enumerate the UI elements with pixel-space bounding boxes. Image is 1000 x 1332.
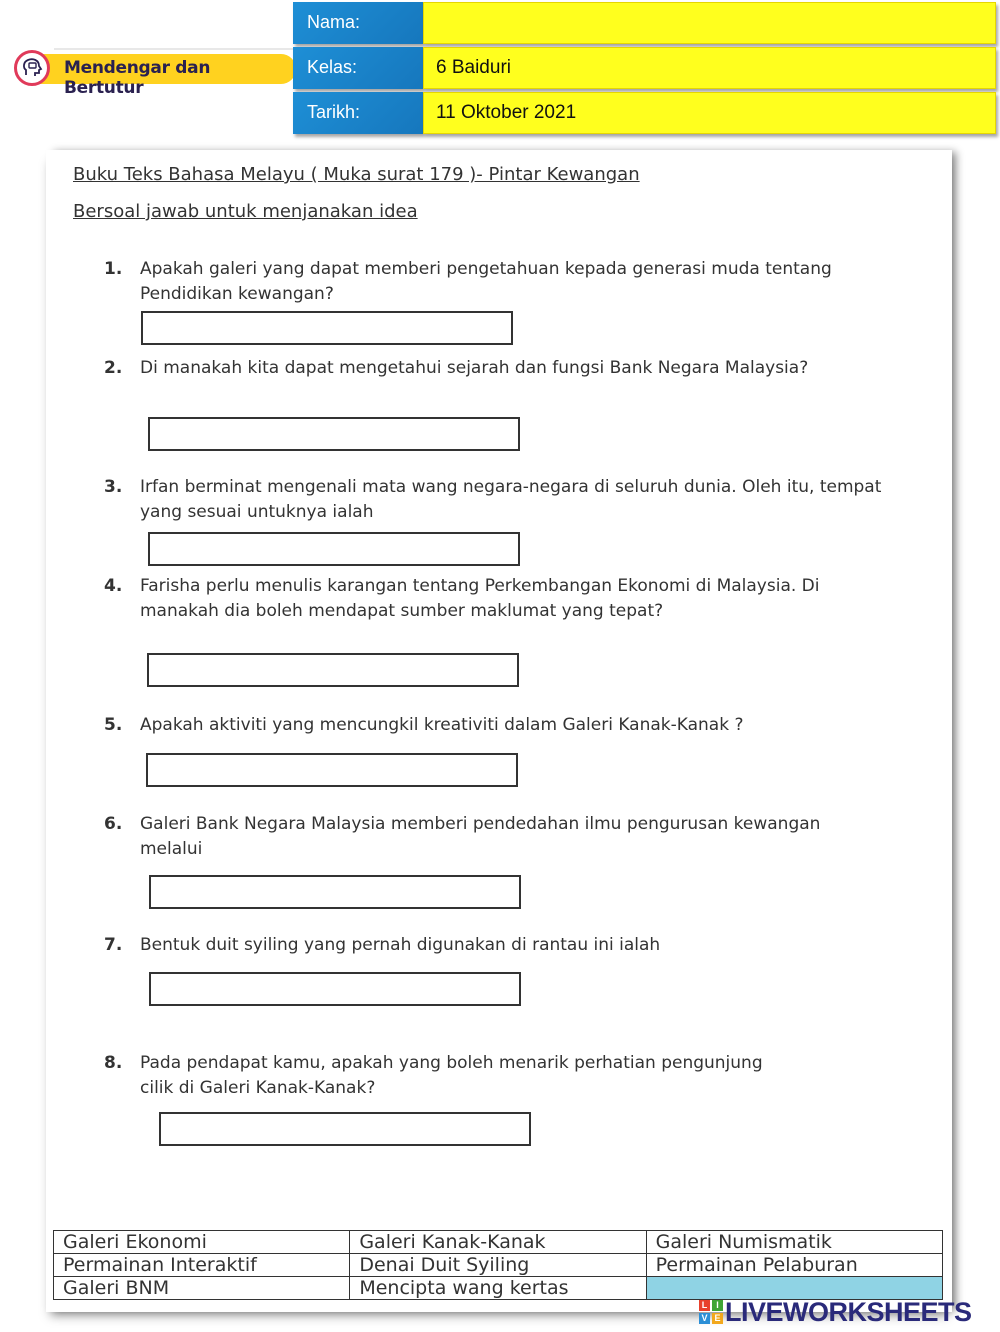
date-label: Tarikh: <box>293 92 423 134</box>
word-bank-item[interactable]: Permainan Interaktif <box>54 1254 350 1277</box>
logo-letter: I <box>712 1300 723 1311</box>
word-bank-item[interactable]: Mencipta wang kertas <box>350 1277 646 1300</box>
answer-box-4[interactable] <box>147 653 519 687</box>
liveworksheets-mark-icon <box>699 1300 723 1324</box>
question-number: 1. <box>104 259 123 279</box>
liveworksheets-logo[interactable] <box>699 1296 972 1328</box>
logo-text: LIVEWORKSHEETS <box>725 1296 972 1327</box>
worksheet-subtitle: Bersoal jawab untuk menjanakan idea <box>73 201 418 222</box>
table-row <box>54 1231 943 1254</box>
question-text: Apakah galeri yang dapat memberi pengetahuan kepada generasi muda tentang Pendidikan kewangan? <box>140 259 832 304</box>
class-field[interactable]: 6 Baiduri <box>423 47 996 89</box>
word-bank-item[interactable]: Permainan Pelaburan <box>646 1254 942 1277</box>
word-bank-item[interactable]: Galeri Numismatik <box>646 1231 942 1254</box>
word-bank-table <box>53 1230 943 1300</box>
class-row <box>293 47 996 89</box>
date-field[interactable]: 11 Oktober 2021 <box>423 92 996 134</box>
answer-box-2[interactable] <box>148 417 520 451</box>
question-text: Irfan berminat mengenali mata wang negara-negara di seluruh dunia. Oleh itu, tempat yang sesuai untuknya ialah <box>140 477 882 522</box>
word-bank-item[interactable]: Denai Duit Syiling <box>350 1254 646 1277</box>
logo-letter: V <box>699 1313 710 1324</box>
answer-box-3[interactable] <box>148 532 520 566</box>
question-number: 3. <box>104 477 123 497</box>
logo-letter: L <box>699 1300 710 1311</box>
question-text: Farisha perlu menulis karangan tentang Perkembangan Ekonomi di Malaysia. Di manakah dia boleh mendapat sumber maklumat yang tepat? <box>140 576 820 621</box>
question-number: 2. <box>104 358 123 378</box>
answer-box-7[interactable] <box>149 972 521 1006</box>
class-label: Kelas: <box>293 47 423 89</box>
question-text: Bentuk duit syiling yang pernah digunakan di rantau ini ialah <box>140 935 661 955</box>
badge-label: Mendengar dan Bertutur <box>64 58 211 98</box>
skill-badge <box>14 48 284 98</box>
word-bank-item[interactable]: Galeri Ekonomi <box>54 1231 350 1254</box>
question-number: 7. <box>104 935 123 955</box>
date-row <box>293 92 996 134</box>
name-field[interactable] <box>423 2 996 44</box>
question-number: 4. <box>104 576 123 596</box>
worksheet-page <box>46 150 952 1312</box>
question-number: 5. <box>104 715 123 735</box>
answer-box-8[interactable] <box>159 1112 531 1146</box>
question-text: Galeri Bank Negara Malaysia memberi pendedahan ilmu pengurusan kewangan melalui <box>140 814 821 859</box>
name-row <box>293 2 996 44</box>
badge-divider <box>54 48 298 50</box>
logo-letter: E <box>712 1313 723 1324</box>
table-row <box>54 1254 943 1277</box>
question-text: Pada pendapat kamu, apakah yang boleh menarik perhatian pengunjung cilik di Galeri Kanak-Kanak? <box>140 1053 763 1098</box>
answer-box-5[interactable] <box>146 753 518 787</box>
word-bank-item[interactable]: Galeri Kanak-Kanak <box>350 1231 646 1254</box>
speech-head-icon <box>14 50 50 86</box>
question-text: Di manakah kita dapat mengetahui sejarah dan fungsi Bank Negara Malaysia? <box>140 358 809 378</box>
name-label: Nama: <box>293 2 423 44</box>
question-number: 6. <box>104 814 123 834</box>
worksheet-title: Buku Teks Bahasa Melayu ( Muka surat 179 )- Pintar Kewangan <box>73 164 640 185</box>
word-bank-item[interactable]: Galeri BNM <box>54 1277 350 1300</box>
question-text: Apakah aktiviti yang mencungkil kreativiti dalam Galeri Kanak-Kanak ? <box>140 715 744 735</box>
answer-box-6[interactable] <box>149 875 521 909</box>
answer-box-1[interactable] <box>141 311 513 345</box>
question-number: 8. <box>104 1053 123 1073</box>
